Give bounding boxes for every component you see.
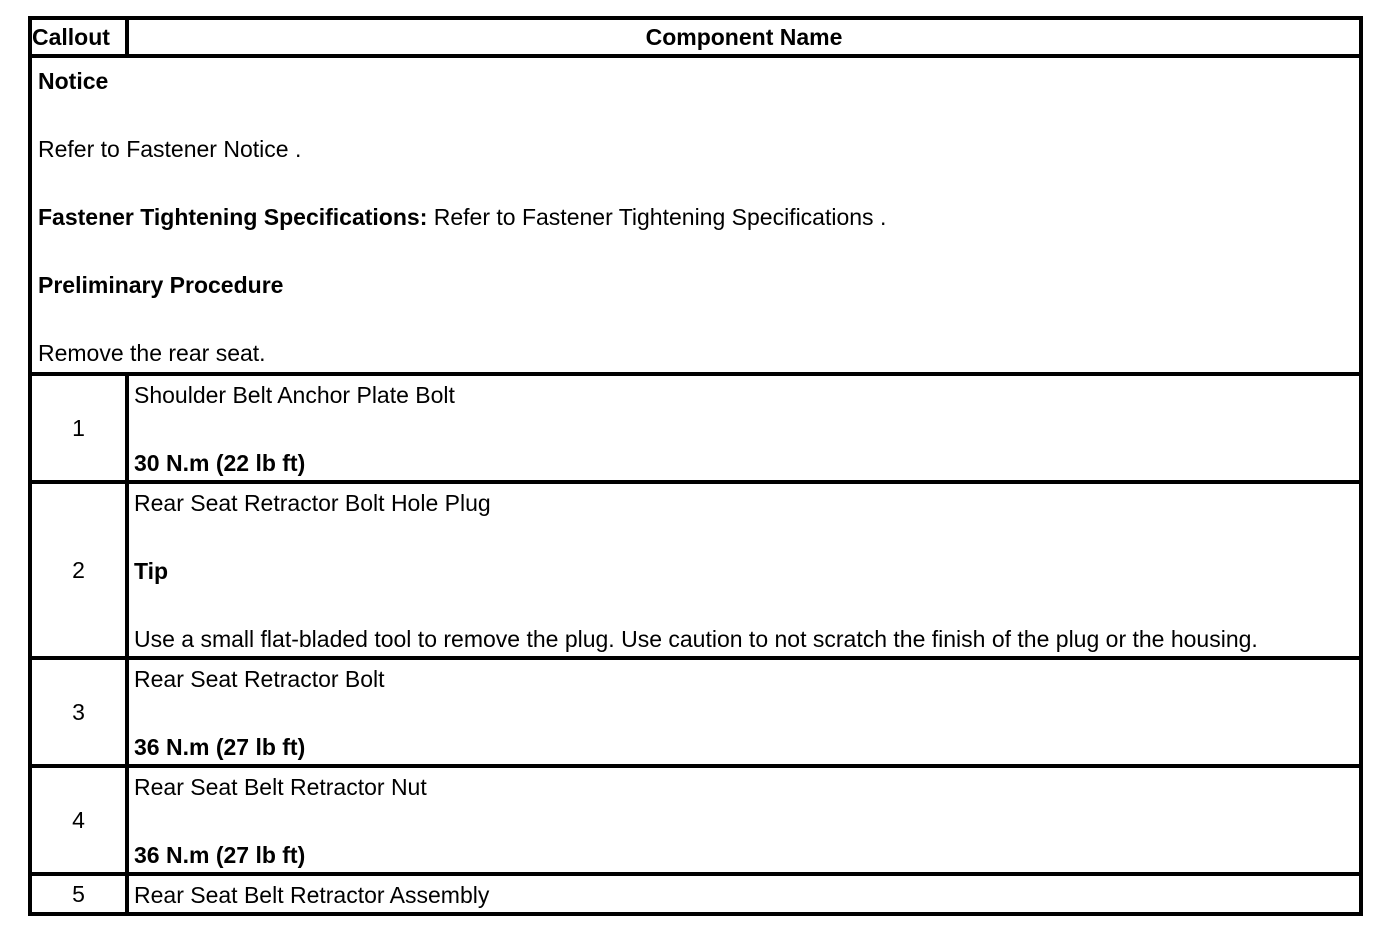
component-cell xyxy=(127,482,1361,658)
component-name: Rear Seat Retractor Bolt Hole Plug xyxy=(134,490,491,516)
spec-text: Refer to Fastener Tightening Specifications . xyxy=(427,204,887,230)
component-name: Shoulder Belt Anchor Plate Bolt xyxy=(134,382,455,408)
component-cell xyxy=(127,658,1361,766)
prelim-title: Preliminary Procedure xyxy=(38,272,284,298)
table-row xyxy=(30,482,1361,658)
notice-row xyxy=(30,56,1361,374)
notice-cell xyxy=(30,56,1361,374)
callout-number: 4 xyxy=(30,766,127,874)
callout-number: 2 xyxy=(30,482,127,658)
tip-title: Tip xyxy=(134,558,169,584)
tip-text: Use a small flat-bladed tool to remove the plug. Use caution to not scratch the finish of the plug or the housing. xyxy=(134,626,1258,652)
notice-title: Notice xyxy=(38,68,109,94)
callout-number: 3 xyxy=(30,658,127,766)
component-name: Rear Seat Belt Retractor Assembly xyxy=(134,882,490,908)
table-row xyxy=(30,658,1361,766)
table-header-row xyxy=(30,18,1361,56)
component-name: Rear Seat Belt Retractor Nut xyxy=(134,774,427,800)
notice-refer-text: Refer to Fastener Notice . xyxy=(38,136,302,162)
component-name-header: Component Name xyxy=(127,18,1361,56)
torque-spec: 36 N.m (27 lb ft) xyxy=(134,734,306,760)
torque-spec: 36 N.m (27 lb ft) xyxy=(134,842,306,868)
component-name: Rear Seat Retractor Bolt xyxy=(134,666,385,692)
torque-spec: 30 N.m (22 lb ft) xyxy=(134,450,306,476)
component-table xyxy=(28,16,1363,916)
table-row xyxy=(30,766,1361,874)
prelim-text: Remove the rear seat. xyxy=(38,340,266,366)
callout-number: 1 xyxy=(30,374,127,482)
table-row xyxy=(30,874,1361,914)
table-row xyxy=(30,374,1361,482)
component-cell xyxy=(127,874,1361,914)
component-cell xyxy=(127,766,1361,874)
component-cell xyxy=(127,374,1361,482)
callout-number: 5 xyxy=(30,874,127,914)
spec-label: Fastener Tightening Specifications: xyxy=(38,204,428,230)
callout-header: Callout xyxy=(30,18,127,56)
